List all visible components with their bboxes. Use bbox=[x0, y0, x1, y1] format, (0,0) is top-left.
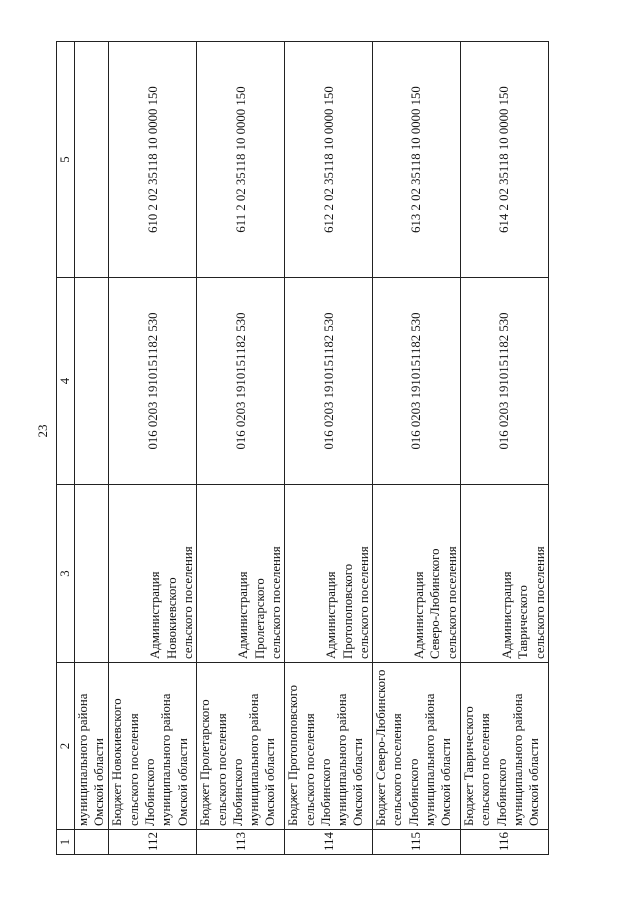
expense-code-cell: 016 0203 1910151182 530 bbox=[197, 278, 285, 485]
budget-line: муниципального района bbox=[247, 693, 262, 826]
budget-line: Любинского bbox=[230, 758, 245, 826]
budget-line: Омской области bbox=[175, 738, 190, 826]
revenue-code-cell: 611 2 02 35118 10 0000 150 bbox=[197, 42, 285, 278]
administrator-cell bbox=[197, 485, 285, 663]
budget-line: Любинского bbox=[406, 758, 421, 826]
budget-line: муниципального района bbox=[423, 693, 438, 826]
budget-line: Бюджет Пролетарского bbox=[198, 699, 213, 826]
expense-code-cell: 016 0203 1910151182 530 bbox=[461, 278, 549, 485]
budget-name-cell bbox=[461, 663, 549, 830]
rotated-table-container bbox=[56, 42, 549, 855]
budget-name-cell bbox=[373, 663, 461, 830]
row-number-cell: 116 bbox=[461, 830, 549, 855]
budget-line: Омской области bbox=[439, 738, 454, 826]
admin-line: Администрация bbox=[148, 571, 163, 659]
row-number-cell: 112 bbox=[109, 830, 197, 855]
column-number: 4 bbox=[57, 278, 75, 485]
budget-line: Омской области bbox=[351, 738, 366, 826]
column-number: 3 bbox=[57, 485, 75, 663]
admin-line: сельского поселения bbox=[268, 546, 283, 659]
administrator-cell bbox=[373, 485, 461, 663]
administrator-cell bbox=[75, 485, 109, 663]
budget-line: Бюджет Северо-Любинского bbox=[374, 669, 389, 826]
admin-line: Новокиевского bbox=[164, 577, 179, 659]
revenue-code-cell: 613 2 02 35118 10 0000 150 bbox=[373, 42, 461, 278]
column-number: 1 bbox=[57, 830, 75, 855]
expense-code-cell: 016 0203 1910151182 530 bbox=[373, 278, 461, 485]
budget-line: Омской области bbox=[263, 738, 278, 826]
budget-line: Омской области bbox=[92, 738, 107, 826]
budget-line: сельского поселения bbox=[478, 713, 493, 826]
budget-table bbox=[56, 41, 549, 855]
budget-name-cell bbox=[75, 663, 109, 830]
budget-name-cell bbox=[285, 663, 373, 830]
expense-code-cell: 016 0203 1910151182 530 bbox=[109, 278, 197, 485]
budget-line: Любинского bbox=[142, 758, 157, 826]
row-number-cell: 114 bbox=[285, 830, 373, 855]
admin-line: Администрация bbox=[324, 571, 339, 659]
budget-line: Омской области bbox=[527, 738, 542, 826]
revenue-code-cell: 612 2 02 35118 10 0000 150 bbox=[285, 42, 373, 278]
budget-name-cell bbox=[197, 663, 285, 830]
continuation-row bbox=[75, 42, 109, 855]
row-number-cell: 115 bbox=[373, 830, 461, 855]
table-row bbox=[373, 42, 461, 855]
admin-line: сельского поселения bbox=[444, 546, 459, 659]
expense-code-cell: 016 0203 1910151182 530 bbox=[285, 278, 373, 485]
admin-line: сельского поселения bbox=[356, 546, 371, 659]
budget-name-cell bbox=[109, 663, 197, 830]
budget-line: Бюджет Протопоповского bbox=[286, 684, 301, 826]
admin-line: Протопоповского bbox=[340, 563, 355, 659]
expense-code-cell bbox=[75, 278, 109, 485]
budget-line: Бюджет Таврического bbox=[462, 706, 477, 826]
budget-line: муниципального района bbox=[159, 693, 174, 826]
column-number-row bbox=[57, 42, 75, 855]
budget-line: сельского поселения bbox=[302, 713, 317, 826]
admin-line: Администрация bbox=[500, 571, 515, 659]
column-number: 5 bbox=[57, 42, 75, 278]
administrator-cell bbox=[109, 485, 197, 663]
column-number: 2 bbox=[57, 663, 75, 830]
revenue-code-cell: 614 2 02 35118 10 0000 150 bbox=[461, 42, 549, 278]
admin-line: Администрация bbox=[412, 571, 427, 659]
revenue-code-cell bbox=[75, 42, 109, 278]
budget-line: Любинского bbox=[318, 758, 333, 826]
page-number: 23 bbox=[35, 424, 50, 438]
budget-line: Бюджет Новокиевского bbox=[110, 698, 125, 826]
budget-line: муниципального района bbox=[76, 693, 90, 826]
budget-line: сельского поселения bbox=[214, 713, 229, 826]
budget-line: Любинского bbox=[494, 758, 509, 826]
admin-line: сельского поселения bbox=[532, 546, 547, 659]
budget-line: сельского поселения bbox=[390, 713, 405, 826]
administrator-cell bbox=[461, 485, 549, 663]
admin-line: Таврического bbox=[516, 585, 531, 659]
table-row bbox=[285, 42, 373, 855]
admin-line: сельского поселения bbox=[180, 546, 195, 659]
admin-line: Северо-Любинского bbox=[428, 548, 443, 659]
row-number-cell: 113 bbox=[197, 830, 285, 855]
admin-line: Администрация bbox=[236, 571, 251, 659]
revenue-code-cell: 610 2 02 35118 10 0000 150 bbox=[109, 42, 197, 278]
row-number-cell bbox=[75, 830, 109, 855]
table-row bbox=[109, 42, 197, 855]
budget-line: муниципального района bbox=[510, 693, 525, 826]
administrator-cell bbox=[285, 485, 373, 663]
admin-line: Пролетарского bbox=[252, 578, 267, 659]
budget-line: сельского поселения bbox=[126, 713, 141, 826]
table-row bbox=[197, 42, 285, 855]
table-row bbox=[461, 42, 549, 855]
budget-line: муниципального района bbox=[335, 693, 350, 826]
